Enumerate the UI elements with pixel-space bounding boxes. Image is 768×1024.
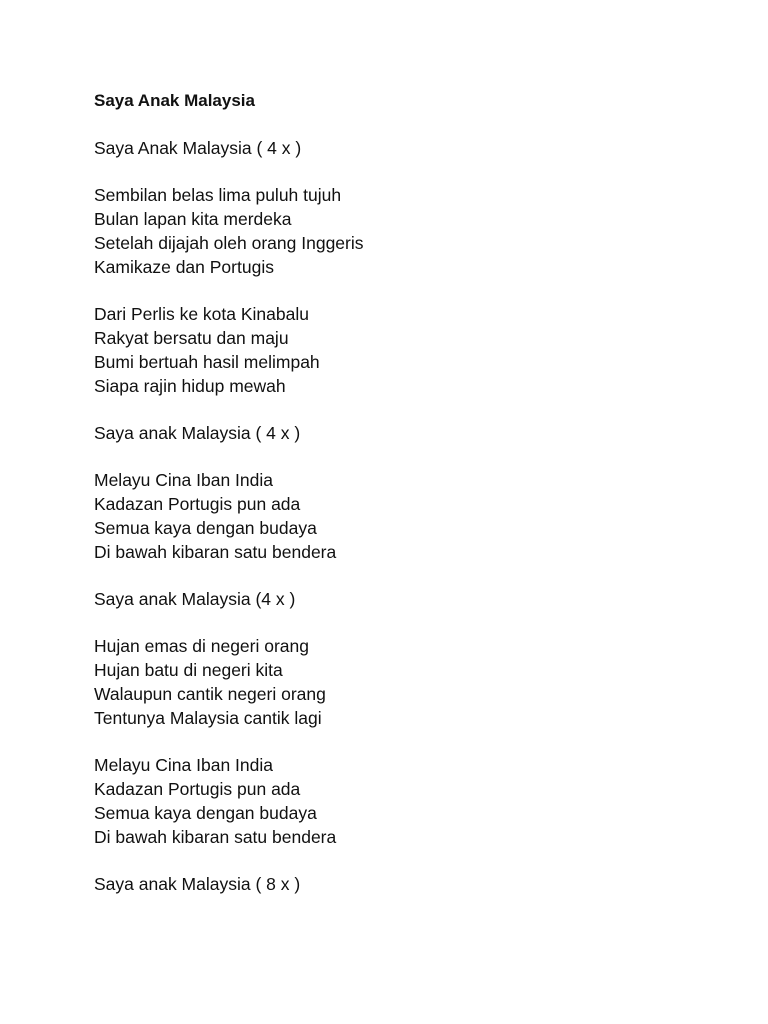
stanza-8 (94, 753, 694, 849)
lyric-line: Saya anak Malaysia (4 x ) (94, 589, 296, 609)
document-title: Saya Anak Malaysia (94, 91, 255, 110)
lyric-line: Sembilan belas lima puluh tujuh (94, 185, 342, 205)
lyric-line: Melayu Cina Iban India (94, 470, 273, 490)
lyric-line: Di bawah kibaran satu bendera (94, 827, 337, 847)
lyric-line: Kadazan Portugis pun ada (94, 779, 301, 799)
lyric-line: Tentunya Malaysia cantik lagi (94, 708, 322, 728)
stanza-9 (94, 872, 694, 896)
stanza-5 (94, 468, 694, 564)
lyric-line: Melayu Cina Iban India (94, 755, 273, 775)
stanza-4 (94, 421, 694, 445)
lyric-line: Rakyat bersatu dan maju (94, 328, 289, 348)
lyric-line: Semua kaya dengan budaya (94, 518, 317, 538)
lyric-line: Di bawah kibaran satu bendera (94, 542, 337, 562)
stanza-3 (94, 302, 694, 398)
lyric-line: Walaupun cantik negeri orang (94, 684, 326, 704)
lyric-line: Hujan batu di negeri kita (94, 660, 283, 680)
lyric-line: Semua kaya dengan budaya (94, 803, 317, 823)
stanza-7 (94, 634, 694, 730)
stanza-2 (94, 183, 694, 279)
stanza-6 (94, 587, 694, 611)
lyric-line: Kamikaze dan Portugis (94, 257, 274, 277)
stanza-1 (94, 136, 694, 160)
lyrics-content (94, 89, 694, 919)
lyric-line: Bumi bertuah hasil melimpah (94, 352, 320, 372)
lyric-line: Hujan emas di negeri orang (94, 636, 309, 656)
lyric-line: Saya anak Malaysia ( 8 x ) (94, 874, 301, 894)
lyric-line: Bulan lapan kita merdeka (94, 209, 292, 229)
lyric-line: Saya anak Malaysia ( 4 x ) (94, 423, 301, 443)
lyric-line: Setelah dijajah oleh orang Inggeris (94, 233, 364, 253)
lyric-line: Kadazan Portugis pun ada (94, 494, 301, 514)
lyric-line: Saya Anak Malaysia ( 4 x ) (94, 138, 302, 158)
lyric-line: Dari Perlis ke kota Kinabalu (94, 304, 309, 324)
lyric-line: Siapa rajin hidup mewah (94, 376, 286, 396)
